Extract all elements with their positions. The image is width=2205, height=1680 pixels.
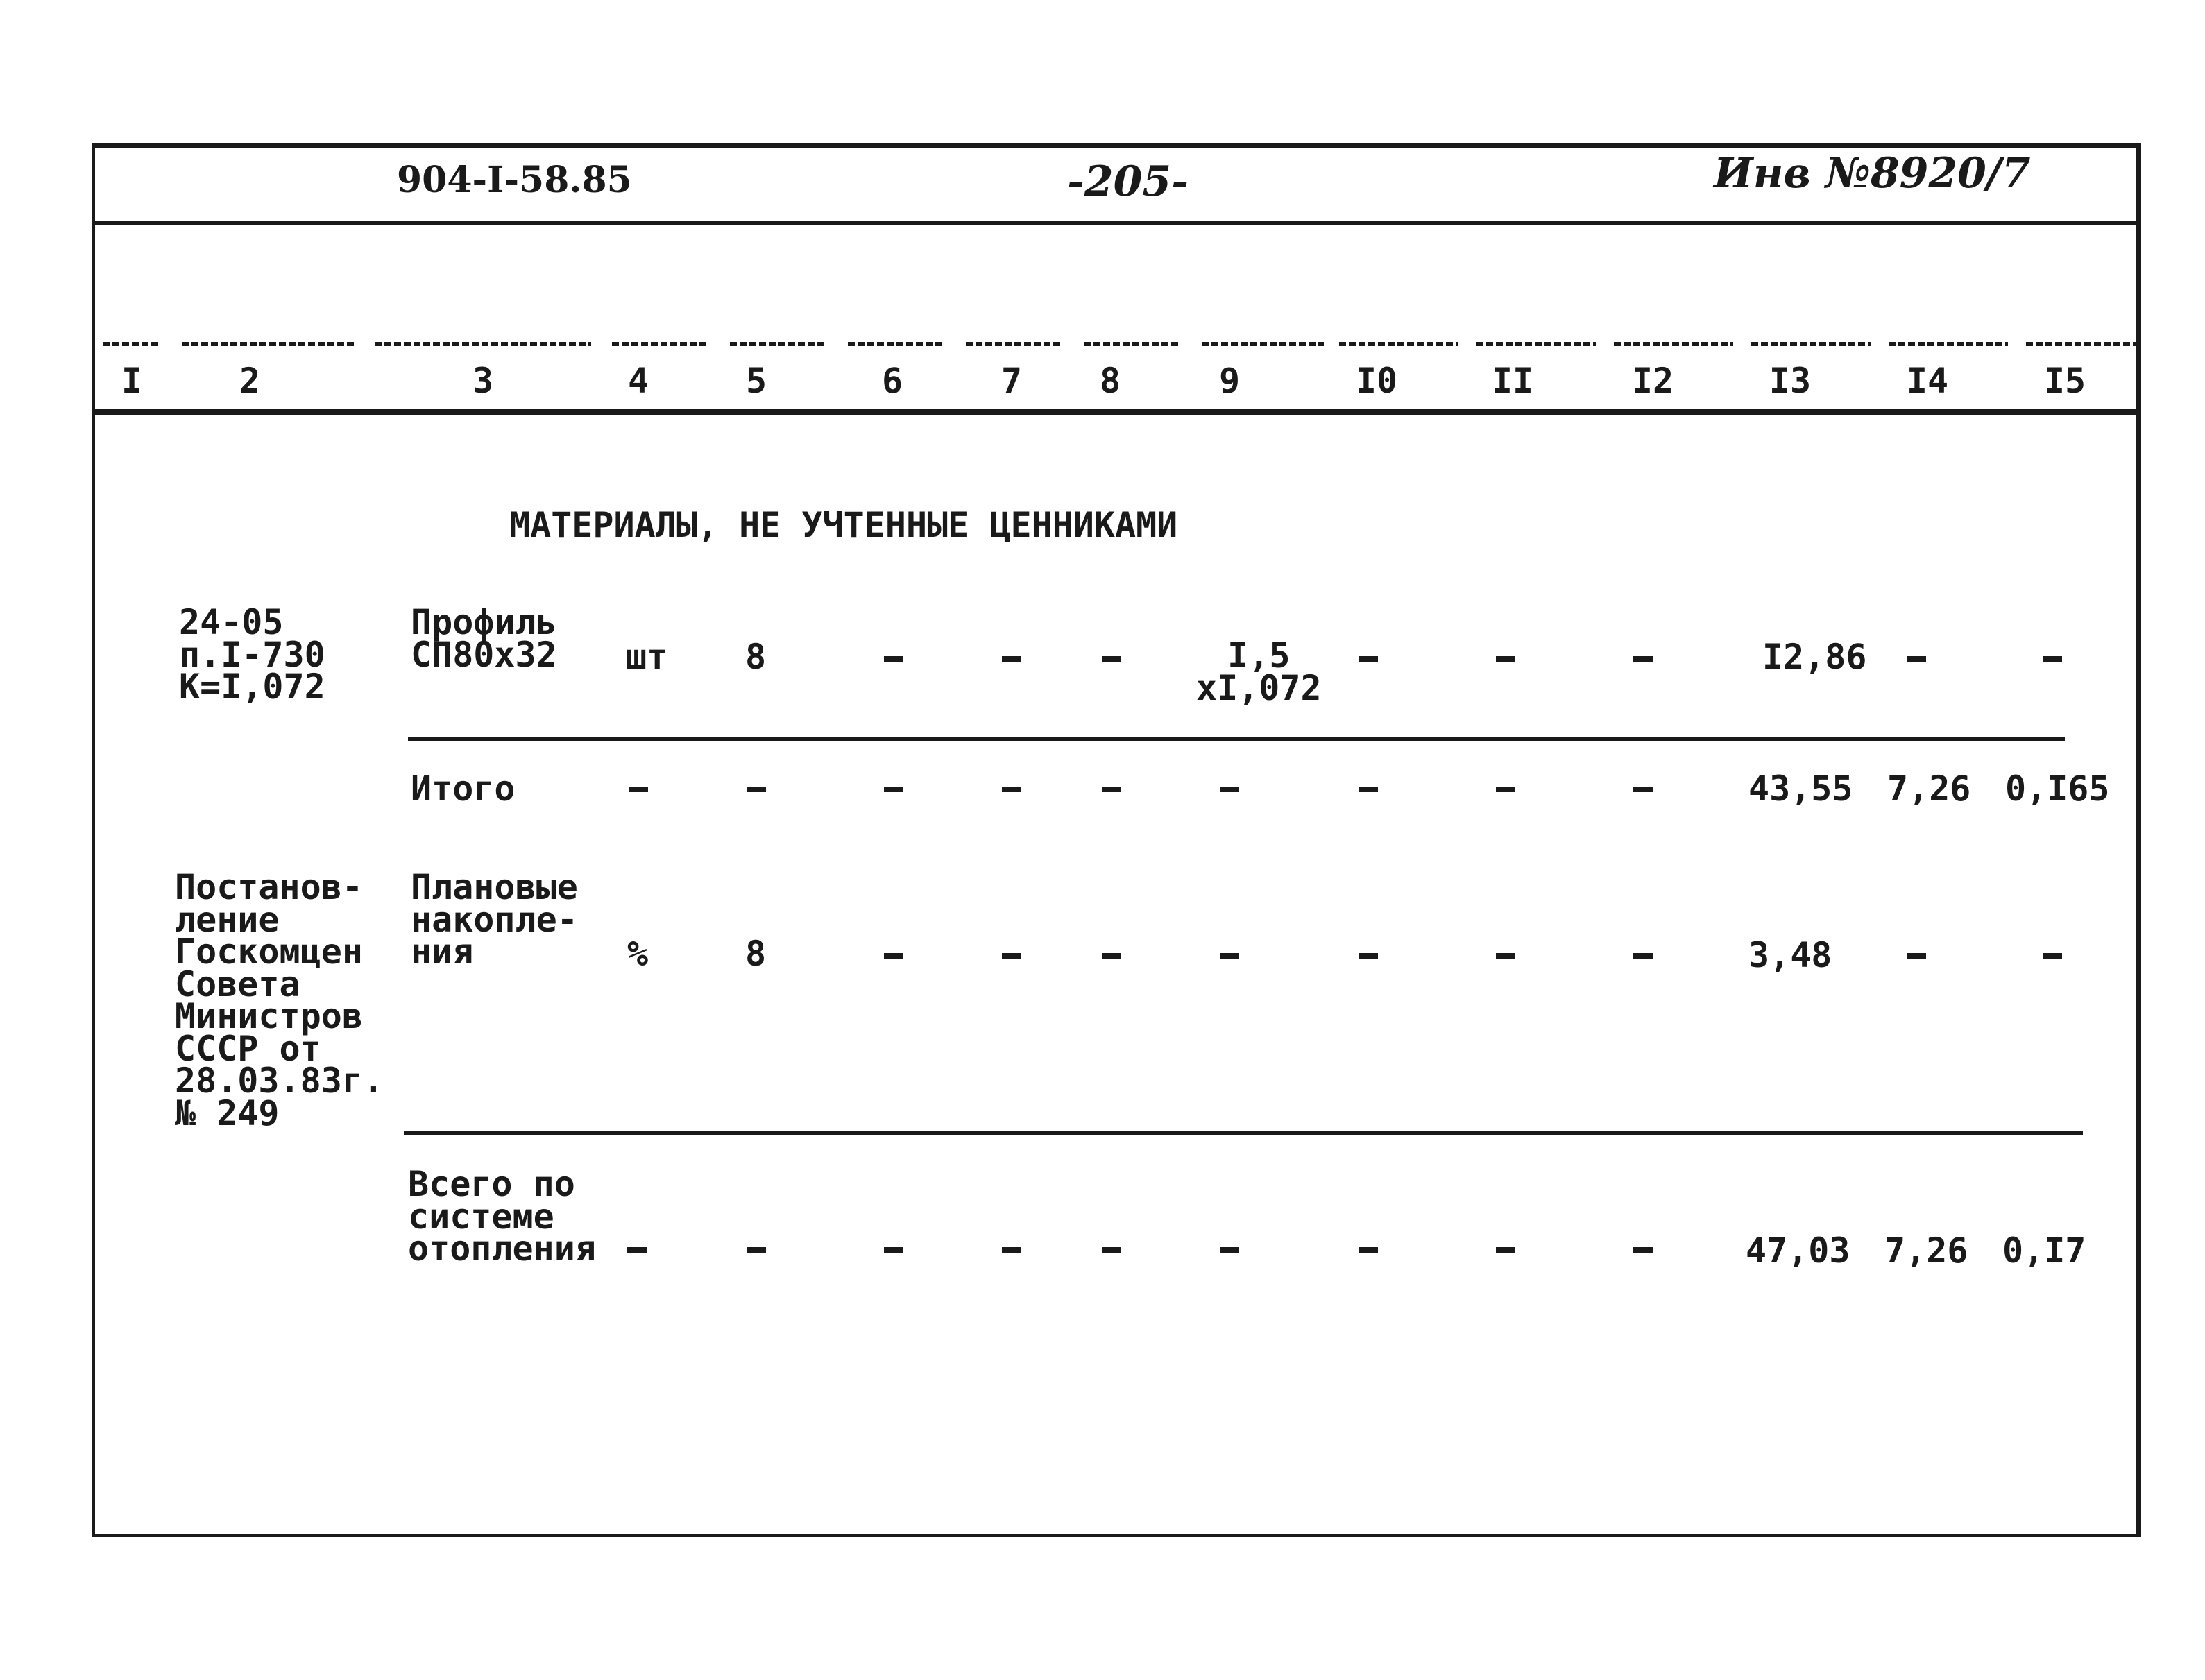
row-subtotal-dash-10 (1359, 787, 1378, 792)
row-profile-col9: I,5 хI,072 (1196, 635, 1322, 708)
row-total-col14: 7,26 (1884, 1231, 1968, 1271)
row-profile-qty: 8 (745, 637, 767, 677)
row-total-name: Всего по системе отопления (408, 1164, 596, 1269)
row-total-dash-12 (1633, 1247, 1653, 1253)
row-planned-dash-14 (1907, 953, 1926, 959)
column-number-4: 4 (627, 361, 649, 401)
header-divider (95, 221, 2136, 225)
row-total-dash-8 (1102, 1247, 1121, 1253)
row-planned-name: Плановые накопле- ния (411, 867, 578, 972)
row-total-dash-10 (1359, 1247, 1378, 1253)
row-profile-name: Профиль СП80х32 (411, 602, 557, 675)
row-subtotal-dash-5 (747, 787, 766, 792)
row-divider-2 (404, 1131, 2083, 1135)
row-total-col13: 47,03 (1746, 1231, 1850, 1271)
row-subtotal-dash-12 (1633, 787, 1653, 792)
row-planned-dash-9 (1220, 953, 1239, 959)
row-planned-dash-7 (1002, 953, 1021, 959)
column-number-14: I4 (1906, 361, 1949, 401)
row-planned-basis: Постанов- ление Госкомцен Совета Министров СССР от 28.03.83г. № 249 (175, 867, 384, 1133)
page-number: -205- (1067, 157, 1189, 206)
row-total-col15: 0,I7 (2002, 1231, 2086, 1271)
column-number-6: 6 (881, 361, 903, 401)
row-profile-dash-12 (1633, 656, 1653, 662)
row-total-dash-9 (1220, 1247, 1239, 1253)
row-total-dash-11 (1496, 1247, 1515, 1253)
column-number-8: 8 (1099, 361, 1121, 401)
row-planned-unit: % (627, 934, 649, 974)
row-planned-dash-15 (2043, 953, 2062, 959)
row-total-dash-4 (627, 1247, 647, 1253)
row-subtotal-dash-9 (1220, 787, 1239, 792)
column-number-3: 3 (472, 361, 494, 401)
row-subtotal-dash-7 (1002, 787, 1021, 792)
row-subtotal-dash-8 (1102, 787, 1121, 792)
row-profile-dash-11 (1496, 656, 1515, 662)
column-number-1: I (121, 361, 143, 401)
row-planned-qty: 8 (745, 934, 767, 974)
row-profile-unit: шт (626, 637, 668, 677)
row-profile-dash-7 (1002, 656, 1021, 662)
column-header-divider (95, 409, 2138, 415)
row-profile-dash-14 (1907, 656, 1926, 662)
row-subtotal-col15: 0,I65 (2005, 769, 2110, 809)
row-subtotal-col14: 7,26 (1887, 769, 1971, 809)
row-total-dash-5 (747, 1247, 766, 1253)
column-number-2: 2 (239, 361, 261, 401)
doc-code: 904-I-58.85 (397, 159, 632, 201)
row-profile-dash-6 (884, 656, 903, 662)
section-title: МАТЕРИАЛЫ, НЕ УЧТЕННЫЕ ЦЕННИКАМИ (509, 505, 1178, 545)
row-planned-dash-12 (1633, 953, 1653, 959)
document-frame (92, 143, 2141, 1537)
row-planned-dash-6 (884, 953, 903, 959)
row-planned-col13: 3,48 (1748, 935, 1832, 975)
column-number-13: I3 (1769, 361, 1812, 401)
inventory-number: Инв №8920/7 (1714, 149, 2031, 198)
column-number-11: II (1491, 361, 1534, 401)
row-divider-1 (408, 737, 2065, 741)
row-subtotal-name: Итого (411, 769, 516, 809)
row-subtotal-dash-11 (1496, 787, 1515, 792)
row-planned-dash-10 (1359, 953, 1378, 959)
row-profile-col13: I2,86 (1762, 637, 1867, 677)
row-profile-dash-8 (1102, 656, 1121, 662)
column-number-9: 9 (1218, 361, 1241, 401)
column-number-10: I0 (1355, 361, 1398, 401)
row-subtotal-col13: 43,55 (1748, 769, 1853, 809)
column-number-15: I5 (2043, 361, 2086, 401)
row-total-dash-7 (1002, 1247, 1021, 1253)
row-profile-dash-15 (2043, 656, 2062, 662)
row-subtotal-dash-6 (884, 787, 903, 792)
column-number-12: I2 (1631, 361, 1674, 401)
row-planned-dash-8 (1102, 953, 1121, 959)
row-planned-dash-11 (1496, 953, 1515, 959)
row-subtotal-dash-4 (629, 787, 648, 792)
row-profile-dash-10 (1359, 656, 1378, 662)
column-number-7: 7 (1001, 361, 1023, 401)
column-number-5: 5 (745, 361, 767, 401)
row-total-dash-6 (884, 1247, 903, 1253)
row-profile-basis: 24-05 п.I-730 К=I,072 (179, 602, 325, 707)
